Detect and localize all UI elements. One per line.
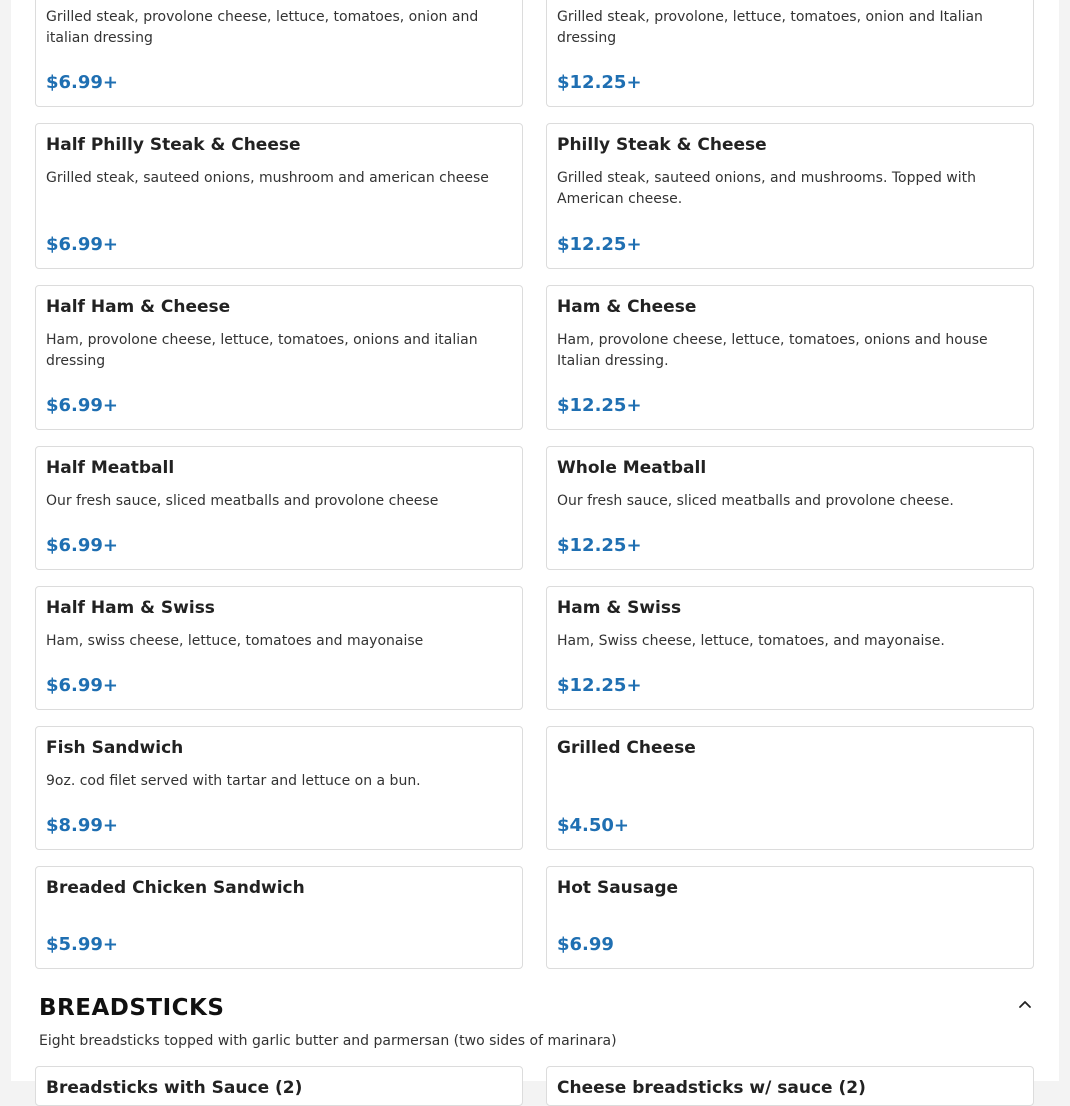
item-name: Ham & Cheese bbox=[557, 297, 697, 317]
item-name: Half Philly Steak & Cheese bbox=[46, 135, 301, 155]
item-price: $6.99+ bbox=[46, 234, 119, 255]
item-name: Breadsticks with Sauce (2) bbox=[46, 1078, 303, 1098]
menu-item-card[interactable] bbox=[546, 446, 1034, 570]
item-price: $6.99+ bbox=[46, 72, 119, 93]
item-description: Grilled steak, sauteed onions, and mushrooms. Topped with American cheese. bbox=[557, 170, 977, 207]
menu-item-card[interactable] bbox=[35, 726, 523, 850]
item-price: $6.99+ bbox=[46, 675, 119, 696]
menu-item-card[interactable] bbox=[546, 586, 1034, 710]
menu-item-card[interactable] bbox=[546, 866, 1034, 969]
item-name: Hot Sausage bbox=[557, 878, 679, 898]
menu-item-card[interactable] bbox=[35, 0, 523, 107]
menu-item-card[interactable] bbox=[35, 1066, 523, 1106]
item-description: Ham, provolone cheese, lettuce, tomatoes, onions and house Italian dressing. bbox=[557, 332, 988, 369]
menu-item-card[interactable] bbox=[35, 866, 523, 969]
menu-item-card[interactable] bbox=[546, 285, 1034, 430]
item-description: Grilled steak, sauteed onions, mushroom and american cheese bbox=[46, 170, 489, 186]
item-description: Ham, swiss cheese, lettuce, tomatoes and mayonaise bbox=[46, 633, 424, 649]
item-name: Breaded Chicken Sandwich bbox=[46, 878, 305, 898]
item-description: Our fresh sauce, sliced meatballs and provolone cheese. bbox=[557, 493, 954, 509]
item-name: Philly Steak & Cheese bbox=[557, 135, 767, 155]
item-name: Whole Meatball bbox=[557, 458, 707, 478]
item-description: Our fresh sauce, sliced meatballs and provolone cheese bbox=[46, 493, 439, 509]
menu-page bbox=[11, 0, 1059, 1098]
section-title: BREADSTICKS bbox=[39, 995, 225, 1021]
item-name: Half Ham & Swiss bbox=[46, 598, 215, 618]
chevron-up-icon bbox=[1017, 996, 1033, 1012]
item-price: $6.99+ bbox=[46, 395, 119, 416]
item-name: Fish Sandwich bbox=[46, 738, 184, 758]
menu-item-card[interactable] bbox=[546, 0, 1034, 107]
item-price: $6.99+ bbox=[46, 535, 119, 556]
item-name: Ham & Swiss bbox=[557, 598, 682, 618]
menu-item-card[interactable] bbox=[35, 123, 523, 269]
item-description: Grilled steak, provolone cheese, lettuce, tomatoes, onion and italian dressing bbox=[46, 9, 479, 46]
item-name: Half Meatball bbox=[46, 458, 175, 478]
section-description: Eight breadsticks topped with garlic butter and parmersan (two sides of marinara) bbox=[39, 1033, 617, 1049]
item-name: Cheese breadsticks w/ sauce (2) bbox=[557, 1078, 866, 1098]
menu-item-card[interactable] bbox=[35, 586, 523, 710]
menu-item-card[interactable] bbox=[546, 726, 1034, 850]
item-description: Ham, Swiss cheese, lettuce, tomatoes, and mayonaise. bbox=[557, 633, 945, 649]
item-price: $12.25+ bbox=[557, 675, 642, 696]
item-price: $12.25+ bbox=[557, 395, 642, 416]
item-name: Half Ham & Cheese bbox=[46, 297, 231, 317]
section-collapse-button[interactable] bbox=[1013, 992, 1037, 1016]
menu-item-card[interactable] bbox=[35, 285, 523, 430]
menu-item-card[interactable] bbox=[546, 1066, 1034, 1106]
menu-item-card[interactable] bbox=[546, 123, 1034, 269]
item-price: $5.99+ bbox=[46, 934, 119, 955]
item-price: $12.25+ bbox=[557, 234, 642, 255]
item-description: Grilled steak, provolone, lettuce, tomatoes, onion and Italian dressing bbox=[557, 9, 983, 46]
item-price: $12.25+ bbox=[557, 72, 642, 93]
item-price: $8.99+ bbox=[46, 815, 119, 836]
item-description: 9oz. cod filet served with tartar and lettuce on a bun. bbox=[46, 773, 421, 789]
item-name: Grilled Cheese bbox=[557, 738, 696, 758]
item-description: Ham, provolone cheese, lettuce, tomatoes, onions and italian dressing bbox=[46, 332, 478, 369]
item-price: $6.99 bbox=[557, 934, 614, 955]
item-price: $12.25+ bbox=[557, 535, 642, 556]
menu-item-card[interactable] bbox=[35, 446, 523, 570]
item-price: $4.50+ bbox=[557, 815, 630, 836]
